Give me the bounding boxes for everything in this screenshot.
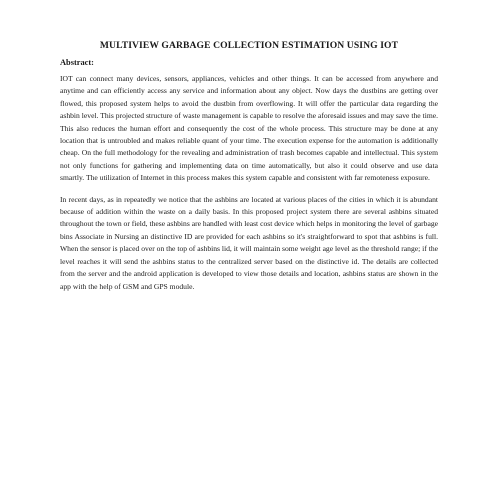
- paper-title: MULTIVIEW GARBAGE COLLECTION ESTIMATION USING IOT: [99, 40, 399, 51]
- abstract-paragraph-1: IOT can connect many devices, sensors, appliances, vehicles and other things. It can be accessed from anywhere and anytime and can efficiently access any service and information about any object. Now days the dustbins are getting over flowed, this proposed system helps to avoid the dustbin from overflowing. It will offer the particular data regarding the ashbin level. This projected structure of waste management is capable to resolve the aforesaid issues and may save the time. This also reduces the human effort and consequently the cost of the whole process. This structure may be done at any location that is untroubled and makes reliable quant of your time. The execution expense for the automation is additionally cheap. On the full methodology for the revealing and administration of trash becomes capable and intellectual. This system not only functions for gathering and implementing data on time automatically, but also it could observe and use data smartly. The utilization of Internet in this process makes this system capable and consistent with far remoteness exposure.: [60, 74, 438, 183]
- document-page: [60, 40, 438, 293]
- abstract-paragraph-2: In recent days, as in repeatedly we notice that the ashbins are located at various places of the cities in which it is abundant because of addition within the waste on a daily basis. In this proposed project system there are several ashbins situated throughout the town or field, these ashbins are handled with least cost device which helps in monitoring the level of garbage bins Associate in Nursing an distinctive ID are provided for each ashbins so it's straightforward to spot that ashbins is full. When the sensor is placed over on the top of ashbins lid, it will maintain some weight age level as the threshold range; if the level reaches it will send the ashbins status to the centralized server based on the distinctive id. The details are collected from the server and the android application is developed to view those details and location, ashbins status are shown in the app with the help of GSM and GPS module.: [60, 194, 438, 291]
- abstract-heading: Abstract:: [60, 58, 94, 67]
